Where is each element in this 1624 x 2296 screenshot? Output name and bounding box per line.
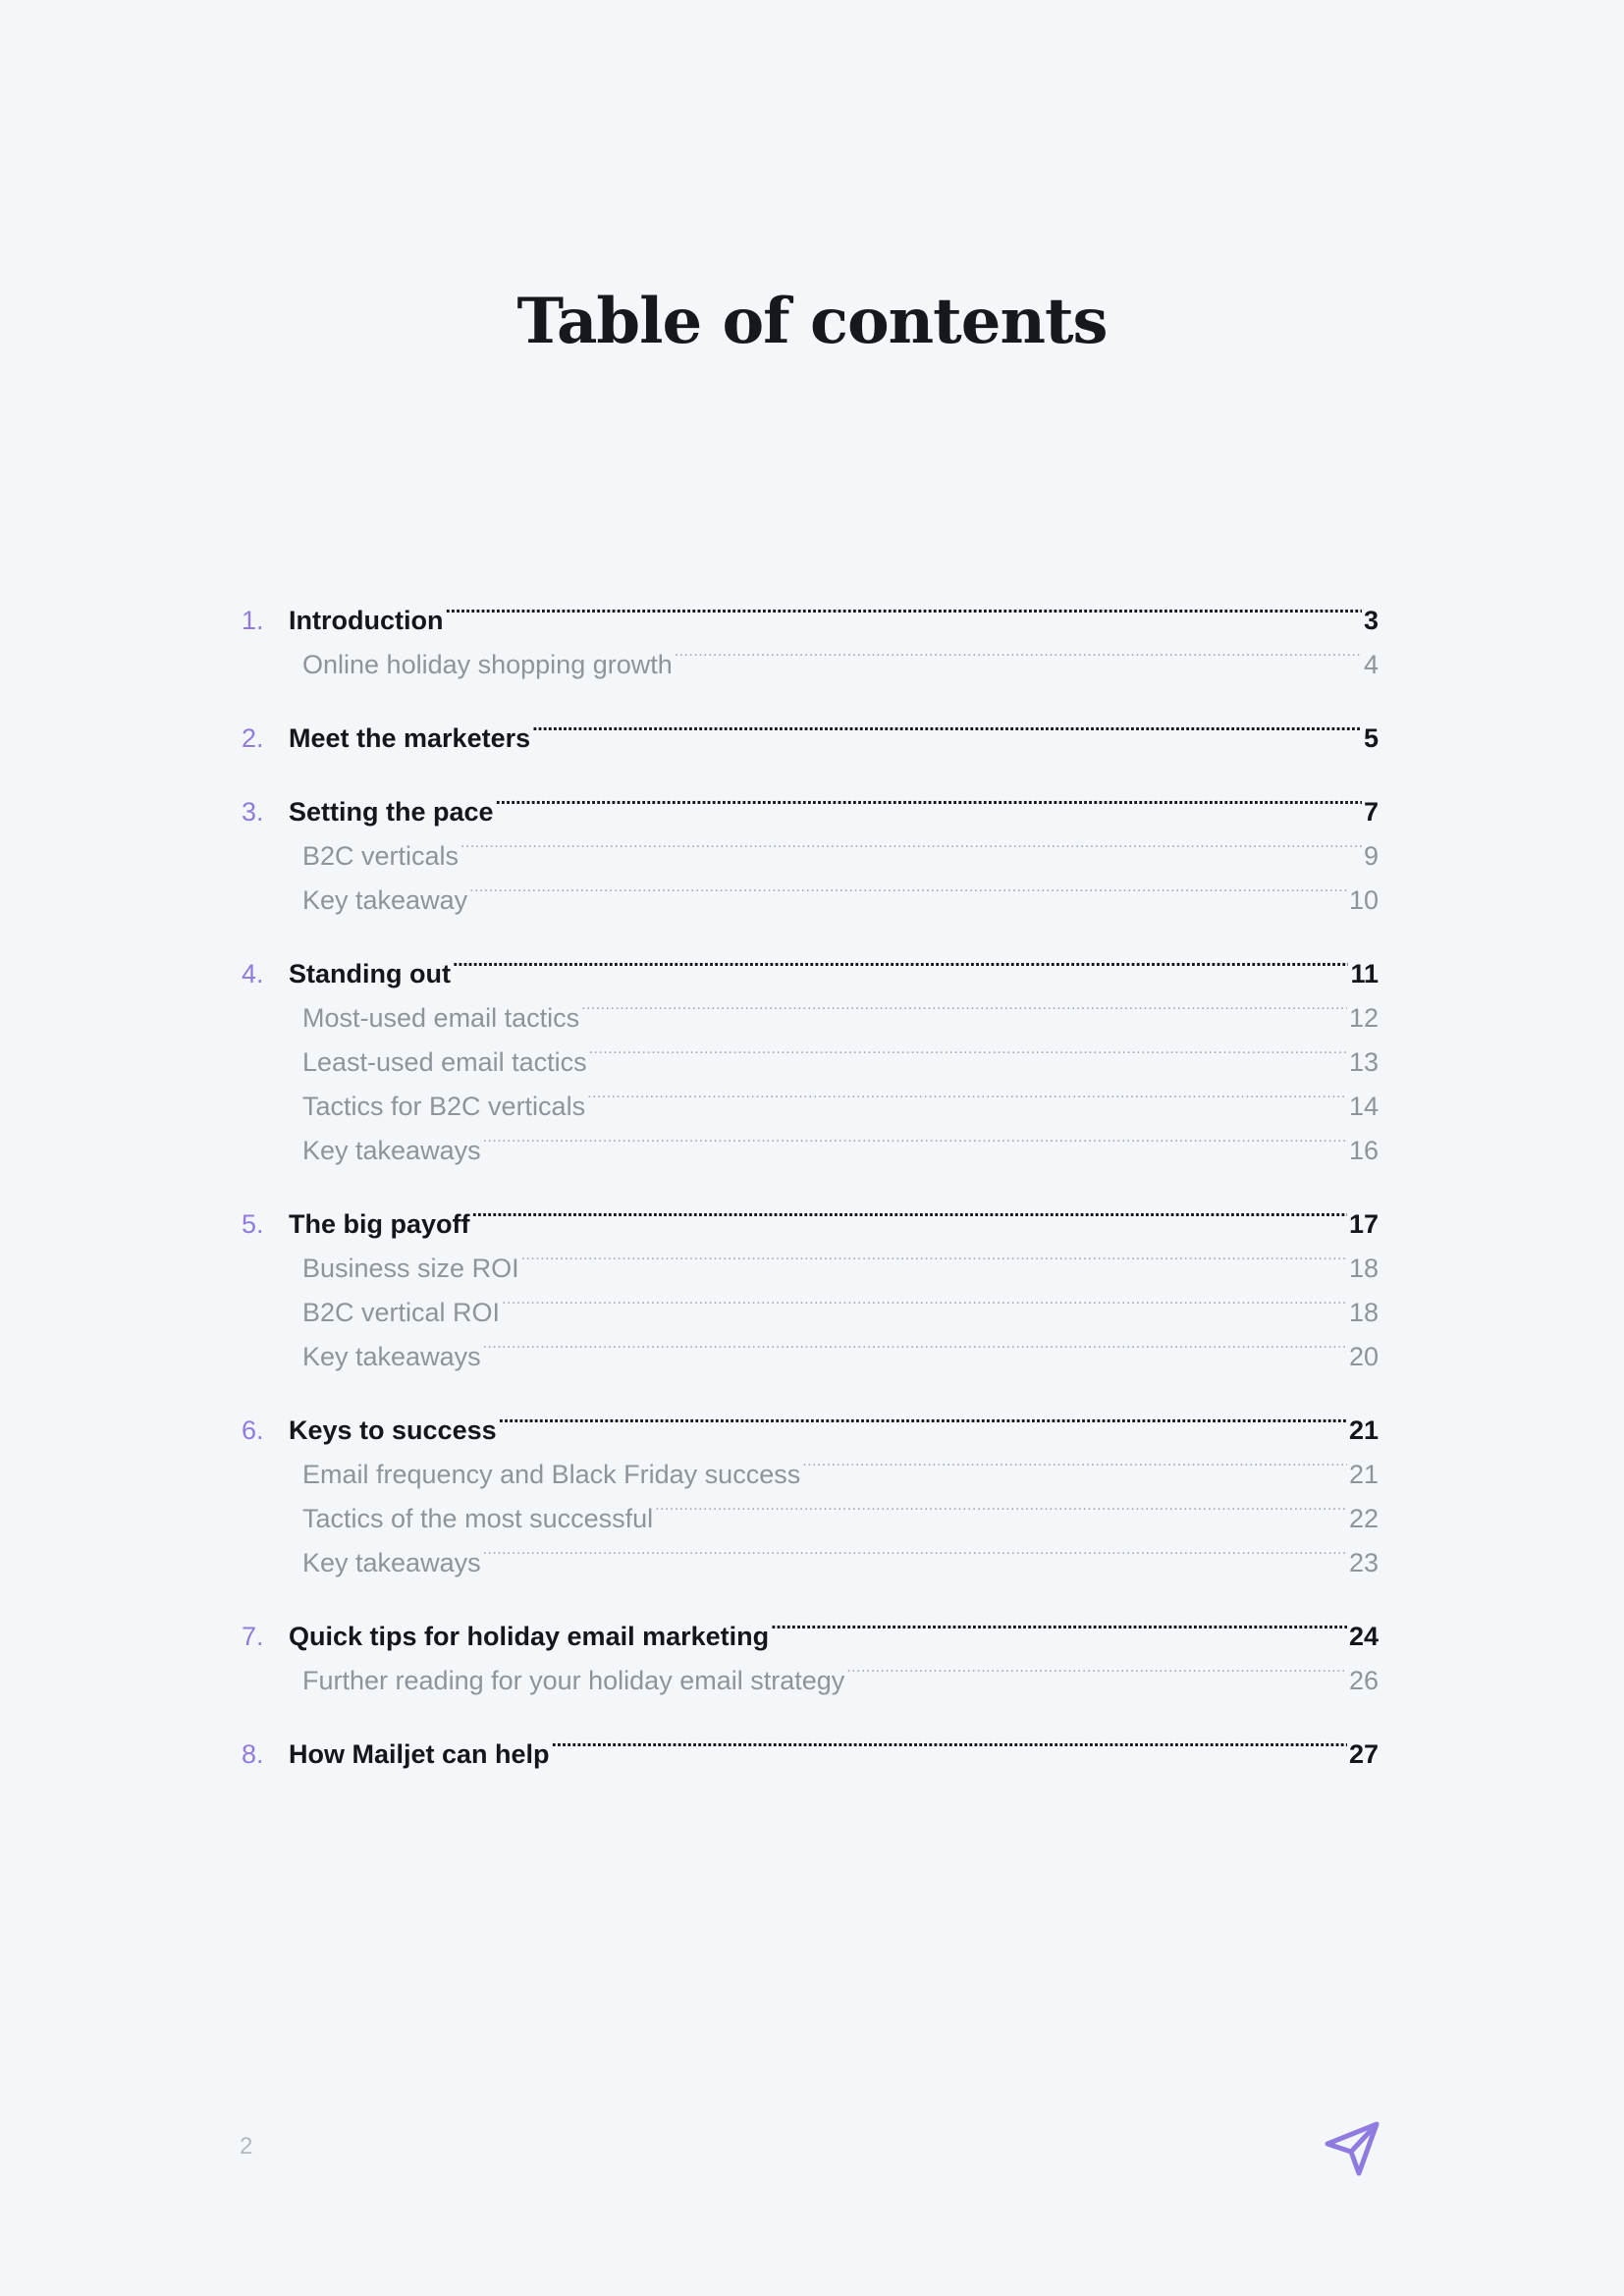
subsection-title: Further reading for your holiday email strategy	[302, 1666, 845, 1695]
subsection-title: B2C verticals	[302, 841, 460, 871]
subsection-title: Key takeaways	[302, 1342, 481, 1371]
subsection-title: Key takeaways	[302, 1548, 481, 1577]
dot-leader	[581, 983, 1347, 1027]
dot-leader	[472, 1189, 1347, 1233]
page-number: 20	[1348, 1342, 1379, 1371]
page-number: 26	[1348, 1666, 1379, 1695]
section-number: 4.	[242, 959, 264, 988]
toc-entry-standing-out[interactable]	[242, 938, 1379, 988]
dot-leader	[846, 1645, 1347, 1689]
dot-leader	[460, 821, 1362, 865]
page-title: Table of contents	[516, 285, 1108, 358]
page-number: 18	[1348, 1254, 1379, 1283]
toc-section-keys-to-success	[242, 1395, 1379, 1577]
section-number: 2.	[242, 723, 264, 753]
footer-page-number: 2	[240, 2133, 253, 2160]
page-number: 21	[1348, 1415, 1379, 1445]
section-title: Setting the pace	[289, 797, 494, 827]
page-number: 14	[1348, 1092, 1379, 1121]
page-number: 5	[1363, 723, 1379, 753]
table-of-contents	[242, 585, 1379, 1792]
dot-leader	[502, 1277, 1347, 1321]
page-number: 7	[1363, 797, 1379, 827]
subsection-title: Key takeaway	[302, 885, 468, 915]
section-number: 5.	[242, 1209, 264, 1239]
subsection-title: Tactics of the most successful	[302, 1504, 654, 1533]
section-title: The big payoff	[289, 1209, 470, 1239]
toc-section-quick-tips	[242, 1601, 1379, 1695]
dot-leader	[445, 585, 1362, 629]
dot-leader	[587, 1071, 1347, 1115]
subsection-title: Key takeaways	[302, 1136, 481, 1165]
subsection-title: Most-used email tactics	[302, 1003, 580, 1033]
dot-leader	[589, 1027, 1347, 1071]
subsection-title: Online holiday shopping growth	[302, 650, 673, 679]
toc-section-meet-the-marketers	[242, 703, 1379, 753]
section-title: Meet the marketers	[289, 723, 531, 753]
toc-section-how-mailjet-can-help	[242, 1719, 1379, 1769]
toc-section-introduction	[242, 585, 1379, 679]
page-number: 3	[1363, 606, 1379, 635]
dot-leader	[469, 865, 1347, 909]
paper-plane-icon	[1324, 2120, 1380, 2177]
dot-leader	[521, 1233, 1347, 1277]
dot-leader	[496, 776, 1362, 821]
toc-section-standing-out	[242, 938, 1379, 1165]
page-number: 18	[1348, 1298, 1379, 1327]
dot-leader	[483, 1527, 1347, 1572]
toc-entry-introduction[interactable]	[242, 585, 1379, 635]
section-number: 8.	[242, 1739, 264, 1769]
page-number: 16	[1348, 1136, 1379, 1165]
section-number: 6.	[242, 1415, 264, 1445]
dot-leader	[655, 1483, 1347, 1527]
page-number: 27	[1348, 1739, 1379, 1769]
subsection-title: Email frequency and Black Friday success	[302, 1460, 801, 1489]
dot-leader	[532, 703, 1362, 747]
toc-entry-quick-tips[interactable]	[242, 1601, 1379, 1651]
page-number: 4	[1363, 650, 1379, 679]
dot-leader	[552, 1719, 1347, 1763]
dot-leader	[802, 1439, 1347, 1483]
section-title: Standing out	[289, 959, 451, 988]
subsection-title: Business size ROI	[302, 1254, 519, 1283]
page-number: 11	[1350, 959, 1379, 988]
page-number: 17	[1348, 1209, 1379, 1239]
dot-leader	[771, 1601, 1347, 1645]
dot-leader	[483, 1321, 1347, 1365]
section-title: Introduction	[289, 606, 444, 635]
dot-leader	[499, 1395, 1347, 1439]
section-title: Quick tips for holiday email marketing	[289, 1622, 770, 1651]
section-number: 3.	[242, 797, 264, 827]
toc-entry-how-mailjet-can-help[interactable]	[242, 1719, 1379, 1769]
toc-entry-the-big-payoff[interactable]	[242, 1189, 1379, 1239]
subsection-title: Tactics for B2C verticals	[302, 1092, 586, 1121]
page-number: 13	[1348, 1047, 1379, 1077]
page-number: 12	[1348, 1003, 1379, 1033]
page-number: 22	[1348, 1504, 1379, 1533]
subsection-title: Least-used email tactics	[302, 1047, 587, 1077]
dot-leader	[675, 629, 1362, 673]
toc-entry-keys-to-success[interactable]	[242, 1395, 1379, 1445]
subsection-title: B2C vertical ROI	[302, 1298, 501, 1327]
page-number: 24	[1348, 1622, 1379, 1651]
page-number: 21	[1348, 1460, 1379, 1489]
dot-leader	[483, 1115, 1347, 1159]
section-title: Keys to success	[289, 1415, 497, 1445]
dot-leader	[453, 938, 1348, 983]
section-number: 1.	[242, 606, 264, 635]
section-number: 7.	[242, 1622, 264, 1651]
page-number: 9	[1363, 841, 1379, 871]
page-number: 10	[1348, 885, 1379, 915]
toc-section-setting-the-pace	[242, 776, 1379, 915]
toc-entry-meet-the-marketers[interactable]	[242, 703, 1379, 753]
toc-entry-setting-the-pace[interactable]	[242, 776, 1379, 827]
page-number: 23	[1348, 1548, 1379, 1577]
section-title: How Mailjet can help	[289, 1739, 550, 1769]
toc-section-the-big-payoff	[242, 1189, 1379, 1371]
